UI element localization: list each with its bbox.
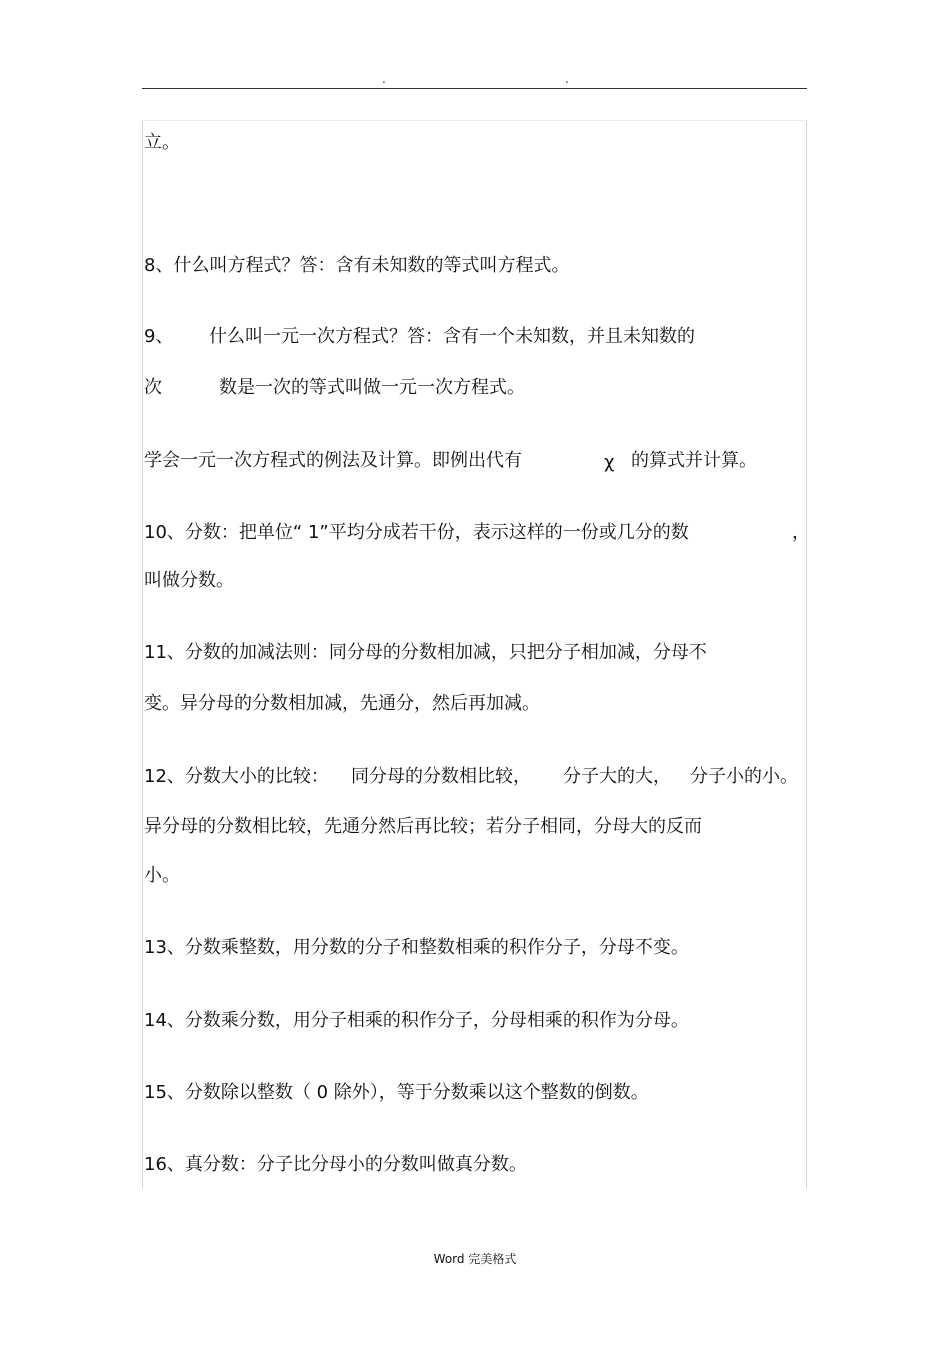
item-11-cont: 变。异分母的分数相加减，先通分，然后再加减。	[144, 693, 540, 714]
page-frame-top	[142, 120, 806, 121]
item-12-part4: 分子小的小。	[690, 766, 798, 787]
footer-text: Word 完美格式	[433, 1252, 517, 1266]
item-10-cont: 叫做分数。	[144, 570, 234, 591]
item-11: 11、分数的加减法则：同分母的分数相加减，只把分子相加减，分母不	[144, 642, 707, 663]
learn-text-b: 的算式并计算。	[631, 450, 757, 471]
header-dot-right: .	[565, 72, 569, 86]
item-9-number: 9、	[144, 326, 174, 347]
continued-text: 立。	[144, 132, 180, 153]
item-9-cont-b: 数是一次的等式叫做一元一次方程式。	[219, 377, 525, 398]
chi-symbol: χ	[604, 452, 615, 473]
learn-text-a: 学会一元一次方程式的例法及计算。即例出代有	[144, 450, 522, 471]
item-14: 14、分数乘分数，用分子相乘的积作分子，分母相乘的积作为分母。	[144, 1010, 689, 1031]
item-10: 10、分数：把单位“ 1”平均分成若干份，表示这样的一份或几分的数	[144, 522, 689, 543]
page-frame-right	[806, 120, 807, 1188]
item-9-text: 什么叫一元一次方程式？答：含有一个未知数，并且未知数的	[209, 326, 695, 347]
item-13: 13、分数乘整数，用分数的分子和整数相乘的积作分子，分母不变。	[144, 937, 689, 958]
item-8: 8、什么叫方程式？答：含有未知数的等式叫方程式。	[144, 255, 570, 276]
item-12-part2: 同分母的分数相比较，	[351, 766, 531, 787]
header-dot-left: .	[382, 72, 386, 86]
item-15: 15、分数除以整数（ 0 除外），等于分数乘以这个整数的倒数。	[144, 1082, 649, 1103]
item-16: 16、真分数：分子比分母小的分数叫做真分数。	[144, 1154, 527, 1175]
header-rule	[142, 88, 807, 89]
item-9-cont-a: 次	[144, 377, 162, 398]
item-12-part3: 分子大的大，	[563, 766, 671, 787]
item-12-cont2: 小。	[144, 865, 180, 886]
page-frame-left	[142, 120, 143, 1188]
item-12-part1: 12、分数大小的比较：	[144, 766, 329, 787]
item-10-comma: ，	[792, 522, 810, 543]
item-12-cont: 异分母的分数相比较，先通分然后再比较；若分子相同，分母大的反而	[144, 816, 702, 837]
